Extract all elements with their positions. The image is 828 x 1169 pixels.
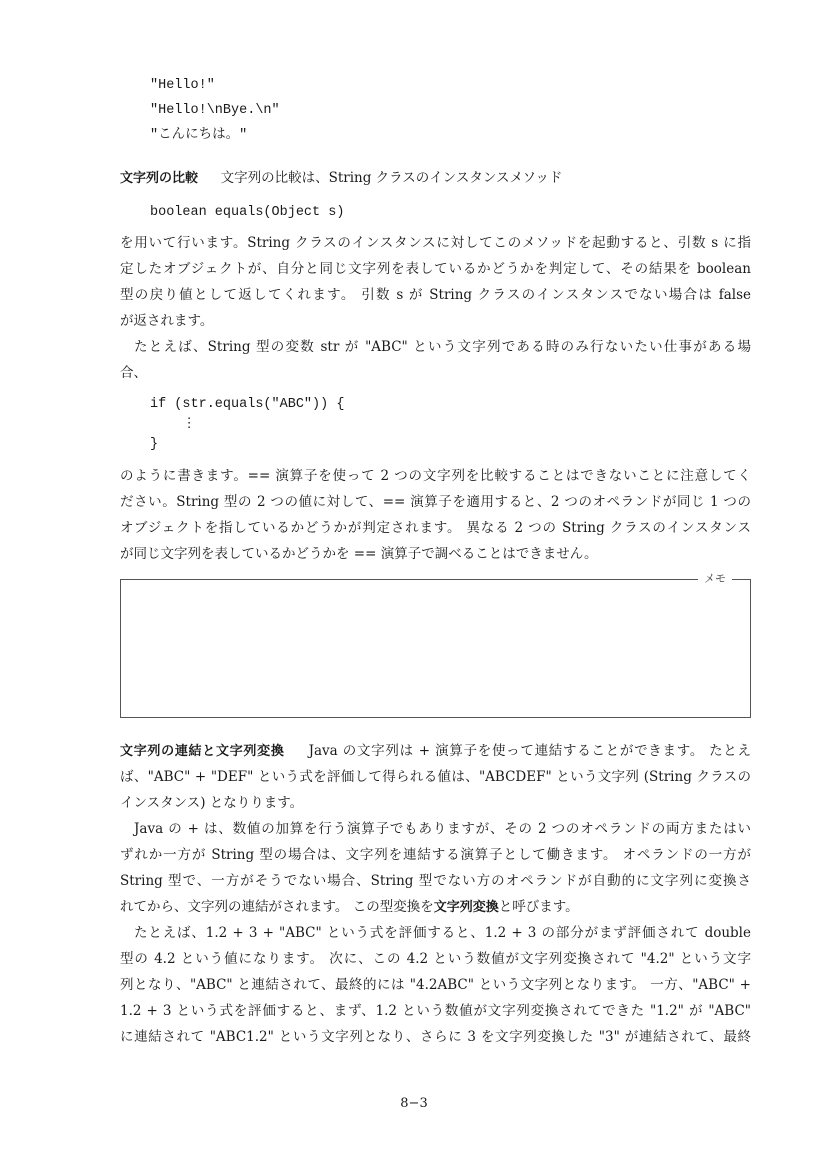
paragraph-line: ば、"ABC" + "DEF" という式を評価して得られる値は、"ABCDEF" という文字列 (String クラスの	[120, 769, 751, 785]
paragraph-line: 型の戻り値として返してくれます。 引数 s が String クラスのインスタンスでない場合は false	[120, 287, 751, 303]
paragraph-line: たとえば、1.2 + 3 + "ABC" という式を評価すると、1.2 + 3 の部分がまず評価されて double	[134, 925, 751, 941]
concatenation-intro: Java の文字列は + 演算子を使って連結することができます。 たとえ	[308, 743, 751, 759]
defined-term: 文字列変換	[433, 900, 499, 915]
comparison-heading-line	[120, 168, 751, 189]
page-number: 8−3	[400, 1096, 428, 1111]
paragraph-line: ずれか一方が String 型の場合は、文字列を連結する演算子として働きます。 オペランドの一方が	[120, 847, 751, 863]
string-example-konnichiwa: "こんにちは。"	[150, 128, 248, 143]
paragraph-line: 合、	[120, 365, 147, 381]
paragraph-line: を用いて行います。String クラスのインスタンスに対してこのメソッドを起動すると、引数 s に指	[120, 235, 751, 251]
text-fragment: れてから、文字列の連結がされます。 この型変換を	[120, 899, 434, 915]
method-signature: boolean equals(Object s)	[150, 205, 345, 220]
string-example-hello-bye: "Hello!\nBye.\n"	[150, 103, 280, 118]
paragraph-line: が同じ文字列を表しているかどうかを == 演算子で調べることはできません。	[120, 546, 598, 562]
paragraph-line: オブジェクトを指しているかどうかが判定されます。 異なる 2 つの String クラスのインスタンス	[120, 520, 751, 536]
paragraph-line: ださい。String 型の 2 つの値に対して、== 演算子を適用すると、2 つのオペランドが同じ 1 つの	[120, 494, 751, 510]
code-closing-brace: }	[150, 437, 159, 452]
section-heading-concatenation: 文字列の連結と文字列変換	[120, 744, 285, 759]
text-fragment: と呼びます。	[498, 899, 579, 915]
concatenation-heading-line	[120, 741, 751, 762]
paragraph-line: に連結されて "ABC1.2" という文字列となり、さらに 3 を文字列変換した "3" が連結されて、最終	[120, 1029, 751, 1045]
paragraph-line: 1.2 + 3 という式を評価すると、まず、1.2 という数値が文字列変換されてできた "1.2" が "ABC"	[120, 1003, 751, 1019]
section-heading-comparison: 文字列の比較	[120, 171, 199, 186]
comparison-intro: 文字列の比較は、String クラスのインスタンスメソッド	[220, 170, 563, 186]
string-example-hello: "Hello!"	[150, 78, 215, 93]
memo-box[interactable]	[120, 572, 751, 718]
code-ellipsis-line: ⋮	[150, 417, 196, 432]
paragraph-line: たとえば、String 型の変数 str が "ABC" という文字列である時のみ行ないたい仕事がある場	[134, 339, 751, 355]
paragraph-line: 型の 4.2 という値になります。 次に、この 4.2 という数値が文字列変換されて "4.2" という文字	[120, 951, 751, 967]
paragraph-line: が返されます。	[120, 313, 214, 329]
code-if-line: if (str.equals("ABC")) {	[150, 397, 345, 412]
paragraph-line: 定したオブジェクトが、自分と同じ文字列を表しているかどうかを判定して、その結果を boolean	[120, 261, 751, 277]
paragraph-line: のように書きます。== 演算子を使って 2 つの文字列を比較することはできないことに注意してく	[120, 468, 751, 484]
paragraph-line: Java の + は、数値の加算を行う演算子でもありますが、その 2 つのオペランドの両方またはい	[134, 821, 751, 837]
memo-label: メモ	[698, 570, 732, 588]
paragraph-line: インスタンス) となりります。	[120, 795, 304, 811]
paragraph-line: String 型で、一方がそうでない場合、String 型でない方のオペランドが自動的に文字列に変換さ	[120, 873, 751, 889]
paragraph-line: 列となり、"ABC" と連結されて、最終的には "4.2ABC" という文字列となります。 一方、"ABC" +	[120, 977, 751, 993]
paragraph-line-with-term	[120, 897, 751, 918]
